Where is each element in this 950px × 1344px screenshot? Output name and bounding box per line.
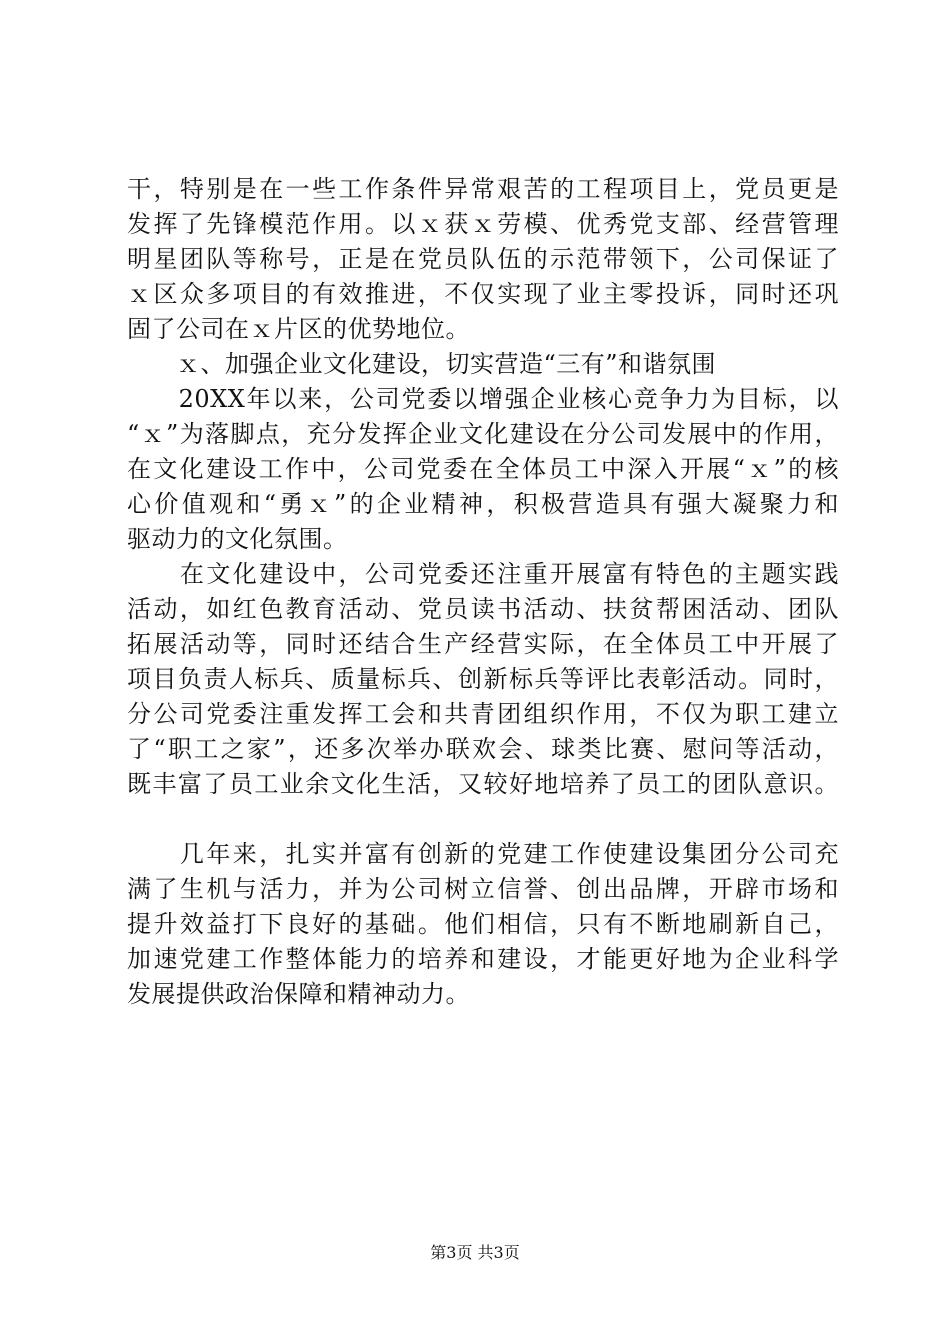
- text-line: 发挥了先锋模范作用。以ｘ获ｘ劳模、优秀党支部、经营管理: [127, 210, 839, 238]
- text-line: 干，特别是在一些工作条件异常艰苦的工程项目上，党员更是: [127, 175, 839, 203]
- paragraph-gap: [127, 802, 839, 837]
- text-line: 满了生机与活力，并为公司树立信誉、创出品牌，开辟市场和: [127, 875, 839, 903]
- text-line: 提升效益打下良好的基础。他们相信，只有不断地刷新自己，: [127, 910, 839, 938]
- document-body: [127, 172, 839, 1012]
- text-line: 活动，如红色教育活动、党员读书活动、扶贫帮困活动、团队: [127, 595, 839, 623]
- page-footer: 第3页 共3页: [430, 1243, 520, 1262]
- text-line: 既丰富了员工业余文化生活，又较好地培养了员工的团队意识。: [127, 770, 839, 798]
- text-line: 了“职工之家”，还多次举办联欢会、球类比赛、慰问等活动，: [127, 735, 839, 763]
- text-line: 发展提供政治保障和精神动力。: [127, 980, 470, 1008]
- text-line: 分公司党委注重发挥工会和共青团组织作用，不仅为职工建立: [127, 700, 839, 728]
- text-line: 明星团队等称号，正是在党员队伍的示范带领下，公司保证了: [127, 245, 839, 273]
- section-heading: ｘ、加强企业文化建设，切实营造“三有”和谐氛围: [127, 350, 717, 378]
- text-line: 心价值观和“勇ｘ”的企业精神，积极营造具有强大凝聚力和: [127, 490, 839, 518]
- text-line: 拓展活动等，同时还结合生产经营实际，在全体员工中开展了: [127, 630, 839, 658]
- text-line: 在文化建设工作中，公司党委在全体员工中深入开展“ｘ”的核: [127, 455, 839, 483]
- text-line: 固了公司在ｘ片区的优势地位。: [127, 315, 470, 343]
- text-line: 项目负责人标兵、质量标兵、创新标兵等评比表彰活动。同时，: [127, 665, 839, 693]
- text-line: 在文化建设中，公司党委还注重开展富有特色的主题实践: [127, 560, 839, 588]
- text-line: ｘ区众多项目的有效推进，不仅实现了业主零投诉，同时还巩: [127, 280, 839, 308]
- text-line: 加速党建工作整体能力的培养和建设，才能更好地为企业科学: [127, 945, 839, 973]
- text-line: 驱动力的文化氛围。: [127, 525, 348, 553]
- text-line: “ｘ”为落脚点，充分发挥企业文化建设在分公司发展中的作用，: [127, 420, 839, 448]
- text-line: 几年来，扎实并富有创新的党建工作使建设集团分公司充: [127, 840, 839, 868]
- text-line: 20XX年以来，公司党委以增强企业核心竞争力为目标，以: [127, 385, 839, 413]
